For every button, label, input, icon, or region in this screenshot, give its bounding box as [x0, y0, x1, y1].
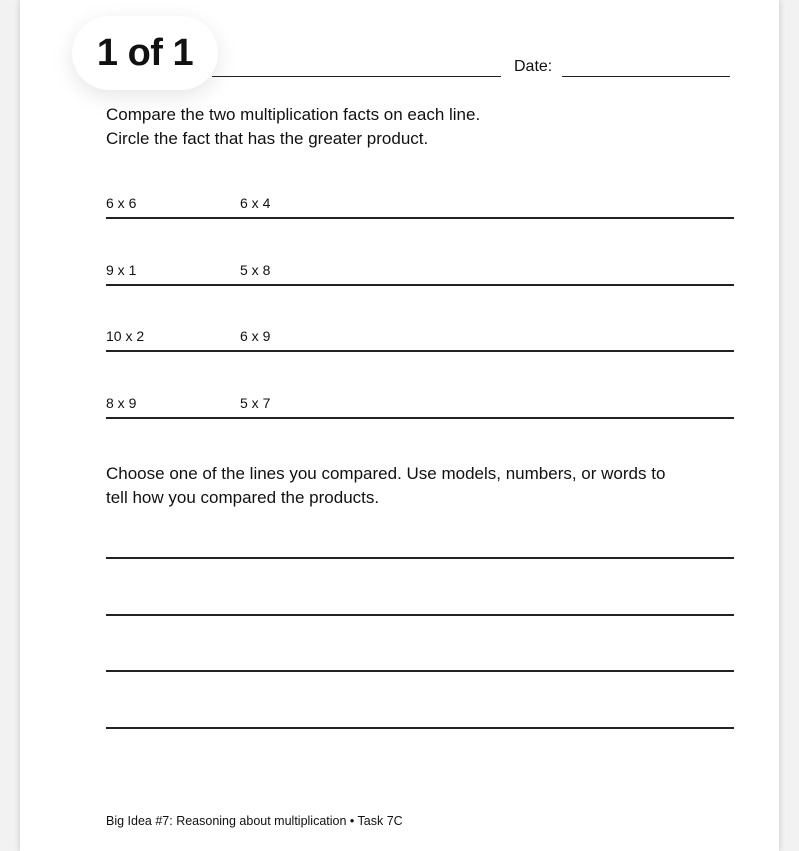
answer-line[interactable]: [106, 670, 734, 672]
fact-row: [106, 262, 734, 286]
date-blank-line: [562, 76, 730, 77]
fact-right[interactable]: 6 x 9: [240, 328, 271, 344]
fact-right[interactable]: 5 x 8: [240, 262, 271, 278]
footer-text: Big Idea #7: Reasoning about multiplication • Task 7C: [106, 814, 403, 828]
fact-right[interactable]: 5 x 7: [240, 395, 271, 411]
prompt-line-1: Choose one of the lines you compared. Use models, numbers, or words to: [106, 464, 666, 483]
name-blank-line: [212, 76, 501, 77]
fact-left[interactable]: 6 x 6: [106, 195, 137, 211]
fact-left[interactable]: 10 x 2: [106, 328, 145, 344]
fact-row: [106, 328, 734, 352]
fact-row: [106, 195, 734, 219]
fact-left[interactable]: 9 x 1: [106, 262, 137, 278]
fact-right[interactable]: 6 x 4: [240, 195, 271, 211]
prompt-line-2: tell how you compared the products.: [106, 488, 380, 507]
fact-row: [106, 395, 734, 419]
answer-line[interactable]: [106, 727, 734, 729]
instruction-line-1: Compare the two multiplication facts on each line.: [106, 105, 481, 124]
answer-line[interactable]: [106, 614, 734, 616]
answer-line[interactable]: [106, 557, 734, 559]
instruction-line-2: Circle the fact that has the greater product.: [106, 129, 429, 148]
date-label: Date:: [514, 58, 553, 75]
fact-left[interactable]: 8 x 9: [106, 395, 137, 411]
worksheet-page: [20, 0, 779, 851]
page-counter: 1 of 1: [72, 16, 218, 90]
